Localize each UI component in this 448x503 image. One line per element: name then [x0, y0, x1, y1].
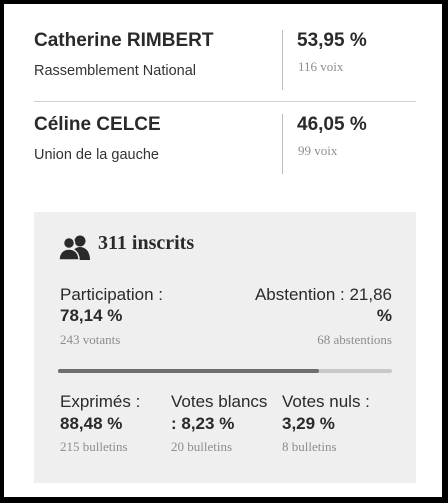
candidate-row	[34, 30, 420, 110]
abstention-label: Abstention : 21,86	[254, 285, 392, 304]
candidate-votes: 99 voix	[298, 143, 338, 158]
participation-sub: 243 votants	[60, 332, 121, 347]
candidate-name: Catherine RIMBERT	[34, 30, 214, 51]
separator	[34, 101, 416, 102]
participation-panel	[34, 212, 416, 483]
nuls-value: 3,29 %	[282, 414, 335, 433]
participation-value: 78,14 %	[60, 306, 123, 325]
blancs-sub: 20 bulletins	[171, 439, 233, 454]
exprimes-sub: 215 bulletins	[60, 439, 128, 454]
participation-bar-fill	[58, 369, 319, 373]
abstention-sub: 68 abstentions	[317, 332, 392, 347]
candidate-votes: 116 voix	[298, 59, 344, 74]
candidate-name: Céline CELCE	[34, 114, 161, 135]
blancs-label: Votes blancs	[171, 392, 268, 411]
candidate-percent: 53,95 %	[297, 30, 367, 51]
participation-bar	[58, 369, 392, 373]
divider	[282, 30, 283, 90]
blancs-value: : 8,23 %	[171, 414, 235, 433]
nuls-sub: 8 bulletins	[282, 439, 337, 454]
candidate-percent: 46,05 %	[297, 114, 367, 135]
divider	[282, 114, 283, 174]
exprimes-value: 88,48 %	[60, 414, 123, 433]
candidate-party: Rassemblement National	[34, 63, 196, 79]
nuls-label: Votes nuls :	[282, 392, 370, 411]
candidate-row	[34, 114, 420, 194]
participation-label: Participation :	[60, 285, 163, 304]
candidate-party: Union de la gauche	[34, 147, 159, 163]
exprimes-label: Exprimés :	[60, 392, 141, 411]
users-icon	[58, 234, 92, 260]
abstention-label-cont: %	[376, 306, 392, 325]
inscrits-count: 311 inscrits	[98, 232, 195, 254]
results-card	[4, 4, 442, 497]
